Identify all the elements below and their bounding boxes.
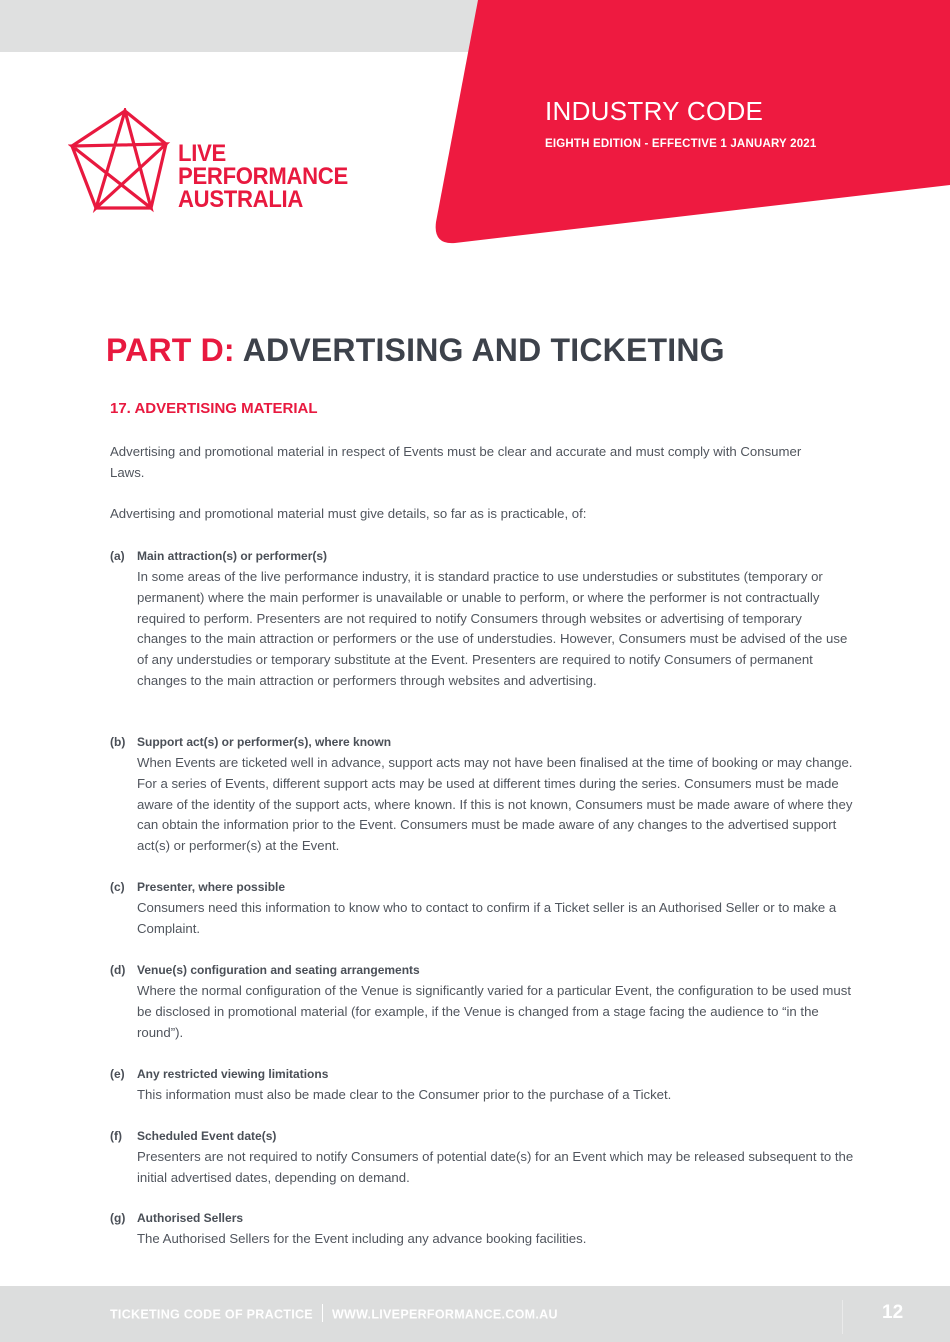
- list-item-letter: (f): [110, 1129, 122, 1143]
- list-item-heading: [110, 1065, 855, 1083]
- header-subtitle: EIGHTH EDITION - EFFECTIVE 1 JANUARY 2021: [545, 138, 817, 150]
- list-item-letter: (a): [110, 549, 125, 563]
- list-item-heading: [110, 961, 855, 979]
- list-item-letter: (g): [110, 1211, 126, 1225]
- list-item-title: Any restricted viewing limitations: [137, 1067, 329, 1081]
- logo-wordmark: [178, 142, 348, 211]
- list-item-title: Venue(s) configuration and seating arrangements: [137, 963, 420, 977]
- list-item-title: Main attraction(s) or performer(s): [137, 549, 328, 563]
- part-title: [106, 332, 725, 369]
- list-item-letter: (c): [110, 880, 125, 894]
- list-item-body: In some areas of the live performance industry, it is standard practice to use understudies or substitutes (temporary or permanent) where the main performer is unavailable or unable to perform, or where the performer is not contractually required to perform. Presenters are not required to notify Consumers through websites or advertising of temporary changes to the main attraction or performers or the use of understudies. However, Consumers must be advised of the use of any understudies or temporary substitute at the Event. Presenters are required to notify Consumers of permanent changes to the main attraction or performers through websites and advertising.: [137, 569, 848, 688]
- list-item-e: [110, 1065, 855, 1106]
- part-label: PART D:: [106, 332, 235, 368]
- logo-line-2: PERFORMANCE: [178, 163, 348, 190]
- list-item-b: [110, 733, 855, 857]
- list-item-title: Authorised Sellers: [137, 1211, 244, 1225]
- footer-document-name: TICKETING CODE OF PRACTICE: [110, 1307, 313, 1322]
- logo-line-1: LIVE: [178, 140, 226, 167]
- logo-line-3: AUSTRALIA: [178, 186, 304, 213]
- footer-text: [110, 1306, 558, 1324]
- list-item-body: Presenters are not required to notify Consumers of potential date(s) for an Event which may be released subsequent to the initial advertised dates, depending on demand.: [137, 1149, 854, 1185]
- star-logo-icon: [68, 108, 178, 218]
- page-number: 12: [882, 1302, 904, 1323]
- list-item-title: Support act(s) or performer(s), where known: [137, 735, 392, 749]
- footer-website-link[interactable]: WWW.LIVEPERFORMANCE.COM.AU: [331, 1307, 558, 1322]
- list-item-c: [110, 878, 855, 940]
- page-footer: [0, 1286, 950, 1342]
- list-item-body: Consumers need this information to know who to contact to confirm if a Ticket seller is an Authorised Seller or to make a Complaint.: [137, 900, 837, 936]
- list-item-body: When Events are ticketed well in advance, support acts may not have been finalised at the time of booking or may change. For a series of Events, different support acts may be used at different times during the series. Consumers must be made aware of the identity of the support acts, where known. If this is not known, Consumers must be made aware of where they can obtain the information prior to the Event. Consumers must be made aware of any changes to the advertised support act(s) or performer(s) at the Event.: [137, 755, 853, 854]
- list-item-body: This information must also be made clear to the Consumer prior to the purchase of a Ticket.: [137, 1087, 672, 1102]
- intro-paragraph-2: Advertising and promotional material must give details, so far as is practicable, of:: [110, 506, 587, 521]
- list-item-g: [110, 1209, 855, 1250]
- list-item-letter: (e): [110, 1067, 125, 1081]
- list-item-title: Scheduled Event date(s): [137, 1129, 277, 1143]
- list-item-body: Where the normal configuration of the Venue is significantly varied for a particular Event, the configuration to be used must be disclosed in promotional material (for example, if the Venue is changed from a stage facing the audience to “in the round”).: [137, 983, 851, 1040]
- intro-paragraph-1: Advertising and promotional material in respect of Events must be clear and accurate and must comply with Consumer Laws.: [110, 444, 802, 480]
- list-item-heading: [110, 547, 855, 565]
- list-item-heading: [110, 1209, 855, 1227]
- list-item-body: The Authorised Sellers for the Event including any advance booking facilities.: [137, 1231, 587, 1246]
- list-item-title: Presenter, where possible: [137, 880, 286, 894]
- section-heading: 17. ADVERTISING MATERIAL: [110, 400, 318, 417]
- list-item-heading: [110, 1127, 855, 1145]
- part-heading: ADVERTISING AND TICKETING: [242, 332, 725, 368]
- footer-divider: [842, 1300, 843, 1334]
- list-item-letter: (d): [110, 963, 126, 977]
- list-item-letter: (b): [110, 735, 126, 749]
- list-item-d: [110, 961, 855, 1043]
- header-title: INDUSTRY CODE: [545, 96, 764, 126]
- list-item-a: [110, 547, 855, 692]
- list-item-heading: [110, 733, 855, 751]
- list-item-heading: [110, 878, 855, 896]
- list-item-f: [110, 1127, 855, 1189]
- footer-separator: [322, 1304, 323, 1322]
